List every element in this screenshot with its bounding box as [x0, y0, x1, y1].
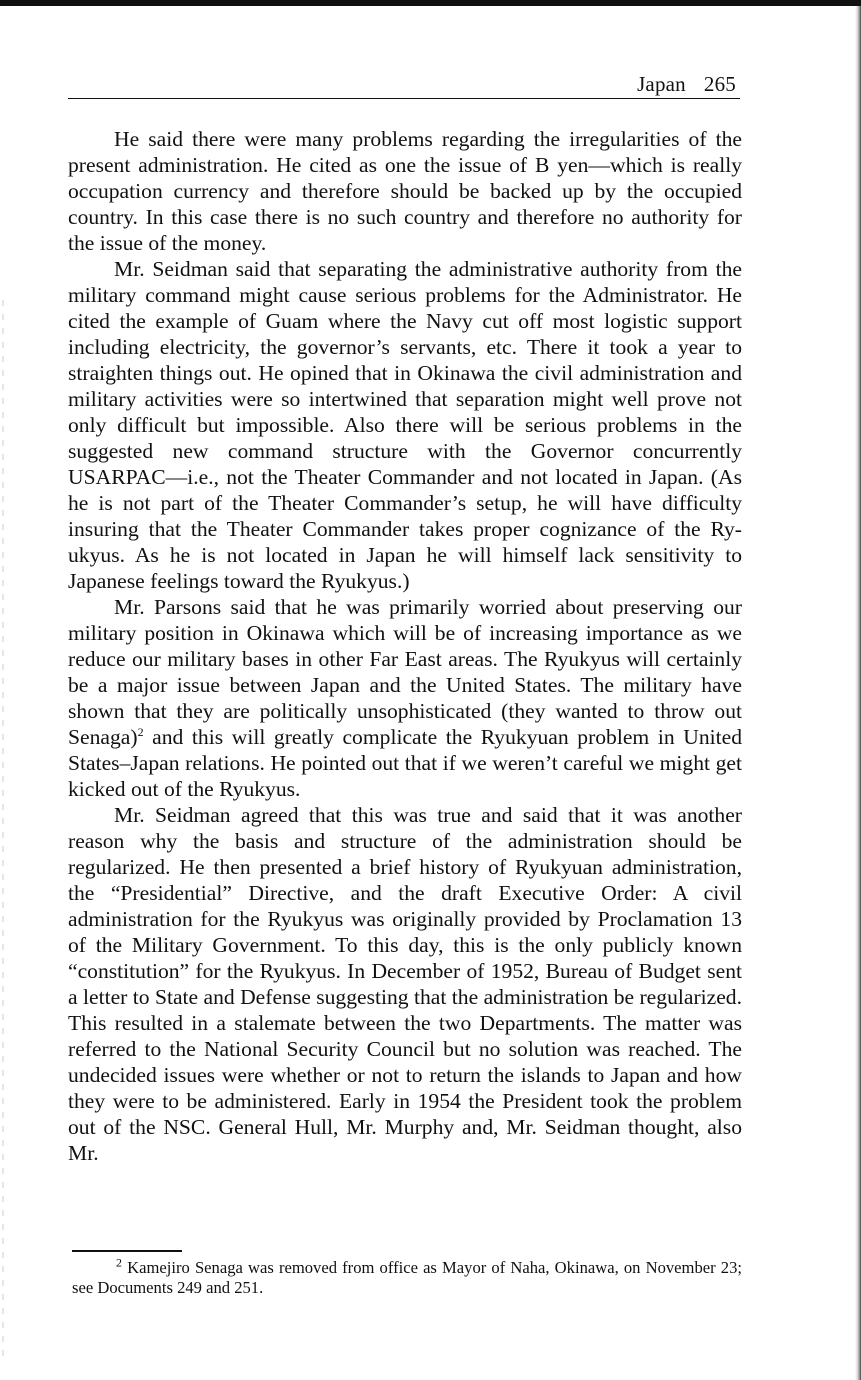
paragraph-3-text-after-note: and this will greatly complicate the Ryukyuan problem in United States–Japan relations. He pointed out that if we weren’t careful we might get kicked out of the Ryukyus.: [68, 725, 742, 801]
body-text: [68, 126, 742, 1166]
section-title: Japan: [637, 72, 686, 96]
running-head-text: [637, 72, 736, 97]
paragraph-3: [68, 594, 742, 802]
page-right-edge-shadow: [855, 6, 861, 1380]
paragraph-4: Mr. Seidman agreed that this was true and said that it was another reason why the basis and structure of the administration should be regularized. He then presented a brief history of Ryukyuan administration, the “Presidential” Directive, and the draft Executive Order: A civil administration for the Ryukyus was originally provided by Proclamation 13 of the Military Government. To this day, this is the only publicly known “constitution” for the Ryukyus. In December of 1952, Bureau of Budget sent a letter to State and Defense suggesting that the administration be regularized. This resulted in a stalemate between the two Departments. The matter was referred to the National Security Council but no solution was reached. The undecided issues were whether or not to return the islands to Japan and how they were to be administered. Early in 1954 the President took the problem out of the NSC. General Hull, Mr. Murphy and, Mr. Seidman thought, also Mr.: [68, 803, 742, 1165]
page-number: 265: [703, 72, 736, 96]
page-left-edge-marks: [2, 300, 4, 1360]
footnote-text: Kamejiro Senaga was removed from office as Mayor of Naha, Okinawa, on November 23; see Documents 249 and 251.: [72, 1258, 742, 1297]
footnote-rule: [72, 1250, 182, 1252]
paragraph-3-text-before-note: Mr. Parsons said that he was primarily worried about preserving our military position in Okinawa which will be of increasing importance as we reduce our military bases in other Far East areas. The Ryukyus will certainly be a major issue between Japan and the United States. The military have shown that they are politically unsophisticated (they wanted to throw out Senaga): [68, 595, 742, 749]
page-top-border: [0, 0, 861, 6]
footnote: [72, 1255, 742, 1298]
footnote-number: 2: [116, 1255, 122, 1270]
paragraph-1: He said there were many problems regarding the irregularities of the present administration. He cited as one the issue of B yen—which is really occupation currency and therefore should be backed up by the occupied country. In this case there is no such country and therefore no authority for the issue of the money.: [68, 127, 742, 255]
running-header: [68, 74, 740, 99]
footnote-reference: 2: [137, 724, 144, 739]
paragraph-2: Mr. Seidman said that separating the administrative authority from the military command might cause serious problems for the Administrator. He cited the example of Guam where the Navy cut off most logistic support including electricity, the governor’s servants, etc. There it took a year to straighten things out. He opined that in Okinawa the civil administration and military activities were so intertwined that separation might well prove not only difficult but impossible. Also there will be serious problems in the suggested new command structure with the Governor concurrently USARPAC—i.e., not the Theater Commander and not located in Japan. (As he is not part of the Theater Commander’s setup, he will have difficulty insuring that the Theater Commander takes proper cognizance of the Ryukyus. As he is not located in Japan he will himself lack sensitivity to Japanese feelings toward the Ryukyus.): [68, 257, 742, 593]
